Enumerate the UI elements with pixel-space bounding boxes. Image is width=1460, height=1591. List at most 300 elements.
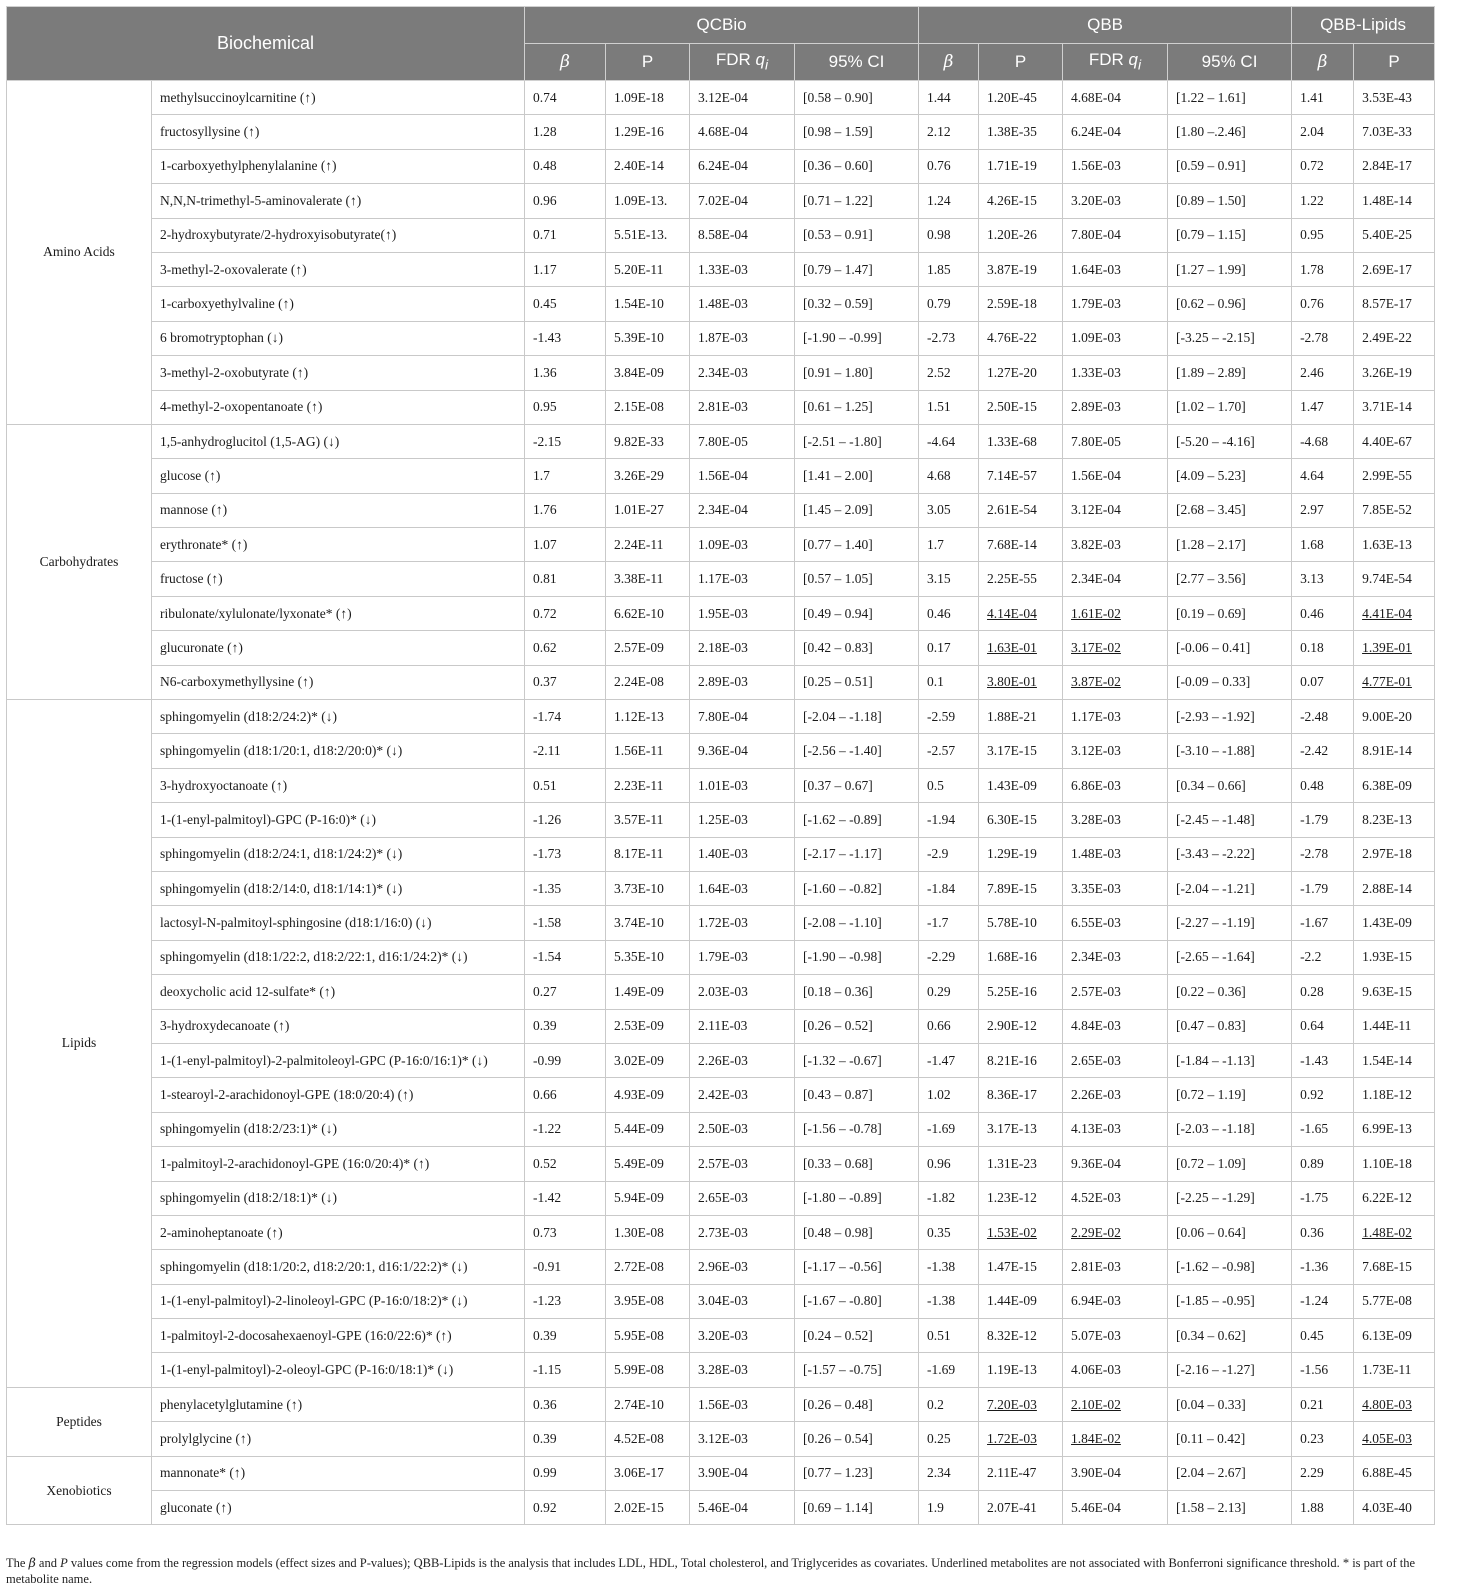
cell-bf: 3.90E-04	[1063, 1456, 1168, 1490]
cell-bf: 6.24E-04	[1063, 115, 1168, 149]
qbb-ci-header: 95% CI	[1168, 44, 1292, 81]
cell-bc: [0.62 – 0.96]	[1168, 287, 1292, 321]
cell-qc: [0.18 – 0.36]	[795, 975, 919, 1009]
results-table	[6, 6, 1435, 1525]
cell-bc: [0.47 – 0.83]	[1168, 1009, 1292, 1043]
cell-bf: 3.35E-03	[1063, 871, 1168, 905]
metabolite-name: deoxycholic acid 12-sulfate* (↑)	[152, 975, 525, 1009]
cell-bp: 2.07E-41	[979, 1491, 1063, 1525]
cell-lb: 1.41	[1292, 81, 1354, 115]
table-row	[7, 1250, 1435, 1284]
cell-bc: [1.02 – 1.70]	[1168, 390, 1292, 424]
underlined-value: 4.05E-03	[1362, 1430, 1412, 1446]
cell-bb: -1.47	[919, 1043, 979, 1077]
cell-bf: 2.34E-03	[1063, 940, 1168, 974]
cell-bf	[1063, 596, 1168, 630]
cell-lp	[1354, 665, 1435, 699]
table-row	[7, 1353, 1435, 1387]
cell-bb: 0.46	[919, 596, 979, 630]
table-row	[7, 1078, 1435, 1112]
cell-lb: 0.45	[1292, 1319, 1354, 1353]
cell-qb: 0.73	[525, 1215, 606, 1249]
cell-bb: -1.7	[919, 906, 979, 940]
cell-qc: [-1.67 – -0.80]	[795, 1284, 919, 1318]
cell-qb: 0.74	[525, 81, 606, 115]
cell-qb: -0.91	[525, 1250, 606, 1284]
table-row	[7, 1422, 1435, 1456]
cell-lb: -1.24	[1292, 1284, 1354, 1318]
metabolite-name: mannose (↑)	[152, 493, 525, 527]
table-row	[7, 81, 1435, 115]
cell-lp: 2.69E-17	[1354, 252, 1435, 286]
cell-qp: 3.84E-09	[606, 356, 690, 390]
cell-bf: 3.12E-03	[1063, 734, 1168, 768]
cell-lp: 6.22E-12	[1354, 1181, 1435, 1215]
cell-lp: 5.77E-08	[1354, 1284, 1435, 1318]
cell-lb: 0.64	[1292, 1009, 1354, 1043]
cell-qb: -2.11	[525, 734, 606, 768]
cell-bf: 7.80E-05	[1063, 424, 1168, 458]
cell-qf: 7.80E-04	[690, 700, 795, 734]
cell-lp: 1.43E-09	[1354, 906, 1435, 940]
cell-lp: 8.57E-17	[1354, 287, 1435, 321]
cell-bc: [1.58 – 2.13]	[1168, 1491, 1292, 1525]
cell-bf: 5.07E-03	[1063, 1319, 1168, 1353]
qcbio-p-header: P	[606, 44, 690, 81]
cell-lp: 6.13E-09	[1354, 1319, 1435, 1353]
cell-bc: [2.04 – 2.67]	[1168, 1456, 1292, 1490]
table-row	[7, 596, 1435, 630]
cell-lp: 2.88E-14	[1354, 871, 1435, 905]
cell-bf: 3.28E-03	[1063, 803, 1168, 837]
cell-qf: 2.26E-03	[690, 1043, 795, 1077]
cell-bb: 1.02	[919, 1078, 979, 1112]
underlined-value: 1.84E-02	[1071, 1430, 1121, 1446]
cell-bb: 0.79	[919, 287, 979, 321]
cell-qb: 0.99	[525, 1456, 606, 1490]
cell-bp: 8.32E-12	[979, 1319, 1063, 1353]
cell-lb: -1.36	[1292, 1250, 1354, 1284]
cell-bf: 4.68E-04	[1063, 81, 1168, 115]
cell-qp: 1.56E-11	[606, 734, 690, 768]
cell-qp: 5.44E-09	[606, 1112, 690, 1146]
underlined-value: 3.87E-02	[1071, 674, 1121, 690]
cell-bp: 3.87E-19	[979, 252, 1063, 286]
cell-bf: 4.13E-03	[1063, 1112, 1168, 1146]
cell-bc: [1.27 – 1.99]	[1168, 252, 1292, 286]
cell-qb: 1.7	[525, 459, 606, 493]
table-row	[7, 734, 1435, 768]
cell-qb: -1.35	[525, 871, 606, 905]
category-label: Amino Acids	[7, 81, 152, 425]
table-row	[7, 149, 1435, 183]
cell-qp: 1.01E-27	[606, 493, 690, 527]
metabolite-name: gluconate (↑)	[152, 1491, 525, 1525]
cell-bf: 2.81E-03	[1063, 1250, 1168, 1284]
metabolite-name: 3-methyl-2-oxobutyrate (↑)	[152, 356, 525, 390]
cell-bf: 6.55E-03	[1063, 906, 1168, 940]
cell-bb: -2.29	[919, 940, 979, 974]
cell-bp: 2.25E-55	[979, 562, 1063, 596]
cell-bc: [0.34 – 0.62]	[1168, 1319, 1292, 1353]
cell-lb: -1.43	[1292, 1043, 1354, 1077]
cell-bc: [0.89 – 1.50]	[1168, 184, 1292, 218]
cell-bb: -1.84	[919, 871, 979, 905]
cell-bb: 0.25	[919, 1422, 979, 1456]
underlined-value: 1.48E-02	[1362, 1224, 1412, 1240]
table-row	[7, 700, 1435, 734]
cell-bc: [0.72 – 1.19]	[1168, 1078, 1292, 1112]
cell-qf: 1.40E-03	[690, 837, 795, 871]
metabolite-name: 1-(1-enyl-palmitoyl)-GPC (P-16:0)* (↓)	[152, 803, 525, 837]
underlined-value: 7.20E-03	[987, 1396, 1037, 1412]
cell-qc: [0.25 – 0.51]	[795, 665, 919, 699]
underlined-value: 4.80E-03	[1362, 1396, 1412, 1412]
cell-bf: 2.26E-03	[1063, 1078, 1168, 1112]
table-row	[7, 184, 1435, 218]
qcbio-header: QCBio	[525, 7, 919, 44]
cell-lp: 9.00E-20	[1354, 700, 1435, 734]
cell-bb: 4.68	[919, 459, 979, 493]
table-row	[7, 1215, 1435, 1249]
cell-qf: 8.58E-04	[690, 218, 795, 252]
cell-qp: 5.20E-11	[606, 252, 690, 286]
cell-qp: 3.74E-10	[606, 906, 690, 940]
cell-bf: 3.20E-03	[1063, 184, 1168, 218]
cell-bp	[979, 1387, 1063, 1421]
cell-lb: -1.65	[1292, 1112, 1354, 1146]
cell-bc: [-2.93 – -1.92]	[1168, 700, 1292, 734]
cell-lb: 0.18	[1292, 631, 1354, 665]
cell-qp: 2.74E-10	[606, 1387, 690, 1421]
cell-bc: [0.04 – 0.33]	[1168, 1387, 1292, 1421]
cell-lb: -2.78	[1292, 837, 1354, 871]
category-label: Lipids	[7, 700, 152, 1388]
cell-bb: 3.05	[919, 493, 979, 527]
cell-qf: 2.96E-03	[690, 1250, 795, 1284]
qbb-p-header: P	[979, 44, 1063, 81]
cell-lb: 4.64	[1292, 459, 1354, 493]
cell-bf: 6.94E-03	[1063, 1284, 1168, 1318]
table-row	[7, 390, 1435, 424]
cell-qc: [0.33 – 0.68]	[795, 1147, 919, 1181]
cell-bp	[979, 631, 1063, 665]
category-label: Xenobiotics	[7, 1456, 152, 1525]
cell-bp: 1.68E-16	[979, 940, 1063, 974]
cell-qb: -1.43	[525, 321, 606, 355]
metabolite-name: sphingomyelin (d18:1/20:1, d18:2/20:0)* (↓)	[152, 734, 525, 768]
cell-qf: 2.42E-03	[690, 1078, 795, 1112]
cell-lb: 0.76	[1292, 287, 1354, 321]
cell-qf: 3.12E-03	[690, 1422, 795, 1456]
table-row	[7, 1112, 1435, 1146]
cell-bc: [2.77 – 3.56]	[1168, 562, 1292, 596]
cell-lp: 8.91E-14	[1354, 734, 1435, 768]
cell-qc: [0.77 – 1.23]	[795, 1456, 919, 1490]
cell-lp	[1354, 596, 1435, 630]
cell-qc: [0.42 – 0.83]	[795, 631, 919, 665]
cell-bc: [-3.10 – -1.88]	[1168, 734, 1292, 768]
metabolite-name: phenylacetylglutamine (↑)	[152, 1387, 525, 1421]
cell-bb: 1.51	[919, 390, 979, 424]
cell-bp: 1.27E-20	[979, 356, 1063, 390]
cell-qf: 1.33E-03	[690, 252, 795, 286]
cell-bp: 2.61E-54	[979, 493, 1063, 527]
metabolite-name: 3-hydroxyoctanoate (↑)	[152, 768, 525, 802]
cell-qf: 4.68E-04	[690, 115, 795, 149]
cell-qb: 0.95	[525, 390, 606, 424]
cell-bb: -2.9	[919, 837, 979, 871]
cell-qb: 0.96	[525, 184, 606, 218]
cell-bp: 1.20E-26	[979, 218, 1063, 252]
cell-qc: [-1.80 – -0.89]	[795, 1181, 919, 1215]
cell-bc: [-3.43 – -2.22]	[1168, 837, 1292, 871]
cell-bp: 8.21E-16	[979, 1043, 1063, 1077]
metabolite-name: 1-palmitoyl-2-docosahexaenoyl-GPE (16:0/22:6)* (↑)	[152, 1319, 525, 1353]
biochemical-header: Biochemical	[7, 7, 525, 81]
cell-bb: 1.7	[919, 528, 979, 562]
cell-bp: 4.76E-22	[979, 321, 1063, 355]
cell-lb: 0.28	[1292, 975, 1354, 1009]
cell-qb: 1.36	[525, 356, 606, 390]
cell-bc: [-2.16 – -1.27]	[1168, 1353, 1292, 1387]
cell-qb: -0.99	[525, 1043, 606, 1077]
cell-bb: 0.2	[919, 1387, 979, 1421]
cell-lp	[1354, 1387, 1435, 1421]
cell-qb: 0.37	[525, 665, 606, 699]
cell-qc: [0.53 – 0.91]	[795, 218, 919, 252]
cell-bc: [-2.04 – -1.21]	[1168, 871, 1292, 905]
cell-bf	[1063, 1387, 1168, 1421]
cell-qb: 0.71	[525, 218, 606, 252]
cell-qf: 2.81E-03	[690, 390, 795, 424]
cell-qc: [0.26 – 0.52]	[795, 1009, 919, 1043]
metabolite-name: methylsuccinoylcarnitine (↑)	[152, 81, 525, 115]
cell-bf: 4.52E-03	[1063, 1181, 1168, 1215]
cell-qb: -1.58	[525, 906, 606, 940]
underlined-value: 3.80E-01	[987, 674, 1037, 690]
cell-bb: 1.24	[919, 184, 979, 218]
cell-bb: -1.82	[919, 1181, 979, 1215]
cell-qc: [0.77 – 1.40]	[795, 528, 919, 562]
qbb-fdr-header: FDR $q_i$	[1063, 44, 1168, 81]
table-row	[7, 1043, 1435, 1077]
cell-qf: 6.24E-04	[690, 149, 795, 183]
cell-qf: 2.50E-03	[690, 1112, 795, 1146]
cell-qp: 3.26E-29	[606, 459, 690, 493]
cell-qp: 4.52E-08	[606, 1422, 690, 1456]
cell-bb: 1.44	[919, 81, 979, 115]
table-row	[7, 562, 1435, 596]
qcbio-beta-header: β	[525, 44, 606, 81]
cell-qc: [0.48 – 0.98]	[795, 1215, 919, 1249]
cell-lb: 0.92	[1292, 1078, 1354, 1112]
cell-qp: 1.12E-13	[606, 700, 690, 734]
cell-qc: [-1.56 – -0.78]	[795, 1112, 919, 1146]
metabolite-name: fructose (↑)	[152, 562, 525, 596]
cell-bb: -1.94	[919, 803, 979, 837]
cell-qf: 1.48E-03	[690, 287, 795, 321]
cell-lb: -2.42	[1292, 734, 1354, 768]
metabolite-name: sphingomyelin (d18:1/22:2, d18:2/22:1, d16:1/24:2)* (↓)	[152, 940, 525, 974]
cell-bp: 5.25E-16	[979, 975, 1063, 1009]
cell-bc: [0.72 – 1.09]	[1168, 1147, 1292, 1181]
cell-lp: 7.03E-33	[1354, 115, 1435, 149]
table-row	[7, 906, 1435, 940]
metabolite-name: sphingomyelin (d18:2/23:1)* (↓)	[152, 1112, 525, 1146]
cell-bc: [-0.09 – 0.33]	[1168, 665, 1292, 699]
cell-qp: 9.82E-33	[606, 424, 690, 458]
cell-qc: [0.32 – 0.59]	[795, 287, 919, 321]
cell-bc: [1.80 –.2.46]	[1168, 115, 1292, 149]
cell-bf: 2.89E-03	[1063, 390, 1168, 424]
cell-qc: [-1.90 – -0.98]	[795, 940, 919, 974]
cell-lb: 0.36	[1292, 1215, 1354, 1249]
table-row	[7, 1456, 1435, 1490]
cell-qb: 1.07	[525, 528, 606, 562]
cell-bb: 0.35	[919, 1215, 979, 1249]
cell-lp: 6.88E-45	[1354, 1456, 1435, 1490]
cell-qc: [0.57 – 1.05]	[795, 562, 919, 596]
cell-qc: [0.24 – 0.52]	[795, 1319, 919, 1353]
cell-lb: 0.07	[1292, 665, 1354, 699]
metabolite-name: 1-carboxyethylphenylalanine (↑)	[152, 149, 525, 183]
cell-lp: 2.49E-22	[1354, 321, 1435, 355]
cell-bf	[1063, 631, 1168, 665]
underlined-value: 1.53E-02	[987, 1224, 1037, 1240]
cell-bb: -1.69	[919, 1353, 979, 1387]
cell-lb: 1.88	[1292, 1491, 1354, 1525]
table-row	[7, 1319, 1435, 1353]
cell-qp: 4.93E-09	[606, 1078, 690, 1112]
cell-qp: 8.17E-11	[606, 837, 690, 871]
cell-bp: 3.17E-13	[979, 1112, 1063, 1146]
cell-bc: [1.22 – 1.61]	[1168, 81, 1292, 115]
cell-lp: 1.44E-11	[1354, 1009, 1435, 1043]
cell-bb: 0.17	[919, 631, 979, 665]
cell-qf: 3.28E-03	[690, 1353, 795, 1387]
cell-lb: 0.72	[1292, 149, 1354, 183]
underlined-value: 3.17E-02	[1071, 639, 1121, 655]
cell-bf: 2.34E-04	[1063, 562, 1168, 596]
cell-qp: 3.38E-11	[606, 562, 690, 596]
cell-qb: -1.15	[525, 1353, 606, 1387]
cell-qc: [0.26 – 0.48]	[795, 1387, 919, 1421]
table-row	[7, 803, 1435, 837]
cell-lp	[1354, 631, 1435, 665]
cell-lb: -2.78	[1292, 321, 1354, 355]
cell-bc: [-2.27 – -1.19]	[1168, 906, 1292, 940]
cell-lp: 2.97E-18	[1354, 837, 1435, 871]
cell-qc: [-1.60 – -0.82]	[795, 871, 919, 905]
cell-bc: [-5.20 – -4.16]	[1168, 424, 1292, 458]
cell-qf: 1.25E-03	[690, 803, 795, 837]
qbb-lipids-beta-header: β	[1292, 44, 1354, 81]
cell-qp: 1.09E-18	[606, 81, 690, 115]
cell-bc: [-1.84 – -1.13]	[1168, 1043, 1292, 1077]
cell-bb: 0.66	[919, 1009, 979, 1043]
cell-lp: 1.54E-14	[1354, 1043, 1435, 1077]
cell-qb: 0.39	[525, 1009, 606, 1043]
cell-bp	[979, 1422, 1063, 1456]
cell-qp: 2.40E-14	[606, 149, 690, 183]
cell-qp: 1.09E-13.	[606, 184, 690, 218]
cell-bb: 0.1	[919, 665, 979, 699]
cell-qc: [0.37 – 0.67]	[795, 768, 919, 802]
cell-qb: 0.39	[525, 1319, 606, 1353]
cell-lp: 8.23E-13	[1354, 803, 1435, 837]
cell-qc: [0.79 – 1.47]	[795, 252, 919, 286]
cell-bc: [1.28 – 2.17]	[1168, 528, 1292, 562]
cell-bf: 2.65E-03	[1063, 1043, 1168, 1077]
cell-bb: -1.38	[919, 1250, 979, 1284]
cell-qp: 3.95E-08	[606, 1284, 690, 1318]
cell-bf: 6.86E-03	[1063, 768, 1168, 802]
cell-bf: 1.33E-03	[1063, 356, 1168, 390]
cell-lb: 0.48	[1292, 768, 1354, 802]
cell-qc: [0.69 – 1.14]	[795, 1491, 919, 1525]
metabolite-name: sphingomyelin (d18:2/24:2)* (↓)	[152, 700, 525, 734]
cell-qf: 2.11E-03	[690, 1009, 795, 1043]
table-row	[7, 1284, 1435, 1318]
cell-qp: 2.24E-11	[606, 528, 690, 562]
cell-lb: -1.67	[1292, 906, 1354, 940]
metabolite-name: 1-stearoyl-2-arachidonoyl-GPE (18:0/20:4) (↑)	[152, 1078, 525, 1112]
cell-qc: [1.41 – 2.00]	[795, 459, 919, 493]
cell-bb: 2.34	[919, 1456, 979, 1490]
cell-bc: [0.19 – 0.69]	[1168, 596, 1292, 630]
cell-qc: [0.26 – 0.54]	[795, 1422, 919, 1456]
cell-lp: 6.38E-09	[1354, 768, 1435, 802]
table-row	[7, 1009, 1435, 1043]
cell-qp: 1.30E-08	[606, 1215, 690, 1249]
cell-bf: 1.09E-03	[1063, 321, 1168, 355]
cell-bp: 1.23E-12	[979, 1181, 1063, 1215]
cell-lp: 4.03E-40	[1354, 1491, 1435, 1525]
cell-bf: 2.57E-03	[1063, 975, 1168, 1009]
cell-qp: 3.06E-17	[606, 1456, 690, 1490]
cell-bc: [4.09 – 5.23]	[1168, 459, 1292, 493]
cell-qp: 3.73E-10	[606, 871, 690, 905]
table-row	[7, 528, 1435, 562]
cell-bf	[1063, 665, 1168, 699]
table-row	[7, 975, 1435, 1009]
metabolite-name: N6-carboxymethyllysine (↑)	[152, 665, 525, 699]
cell-qp: 2.57E-09	[606, 631, 690, 665]
cell-qb: 0.51	[525, 768, 606, 802]
cell-bc: [-2.25 – -1.29]	[1168, 1181, 1292, 1215]
cell-qc: [0.43 – 0.87]	[795, 1078, 919, 1112]
cell-bp: 2.50E-15	[979, 390, 1063, 424]
cell-lb: 2.04	[1292, 115, 1354, 149]
metabolite-name: 4-methyl-2-oxopentanoate (↑)	[152, 390, 525, 424]
cell-lb: 1.22	[1292, 184, 1354, 218]
cell-qc: [-1.90 – -0.99]	[795, 321, 919, 355]
cell-lp: 5.40E-25	[1354, 218, 1435, 252]
metabolite-name: lactosyl-N-palmitoyl-sphingosine (d18:1/16:0) (↓)	[152, 906, 525, 940]
cell-lp: 3.26E-19	[1354, 356, 1435, 390]
cell-qc: [1.45 – 2.09]	[795, 493, 919, 527]
cell-lp	[1354, 1215, 1435, 1249]
cell-qf: 1.72E-03	[690, 906, 795, 940]
cell-qb: -1.23	[525, 1284, 606, 1318]
metabolite-name: 2-hydroxybutyrate/2-hydroxyisobutyrate(↑)	[152, 218, 525, 252]
cell-lp: 1.73E-11	[1354, 1353, 1435, 1387]
cell-qf: 1.09E-03	[690, 528, 795, 562]
cell-bp: 1.88E-21	[979, 700, 1063, 734]
metabolite-name: ribulonate/xylulonate/lyxonate* (↑)	[152, 596, 525, 630]
qbb-header: QBB	[919, 7, 1292, 44]
